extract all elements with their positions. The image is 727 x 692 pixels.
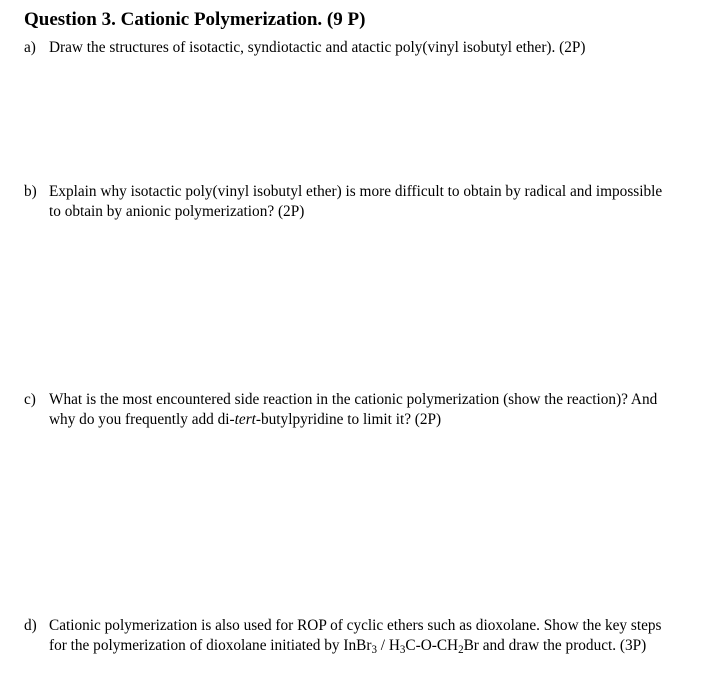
question-d-line-2-c: C-O-CH (405, 637, 459, 654)
question-b (24, 182, 719, 222)
question-c-line-1: What is the most encountered side reaction in the cationic polymerization (show the reaction)? And (49, 391, 658, 408)
question-c-letter: c) (24, 391, 36, 408)
question-a-text (49, 38, 719, 58)
question-a (24, 38, 719, 58)
question-title: Question 3. Cationic Polymerization. (9 P) (24, 9, 366, 30)
question-d-line-2-b: / H (376, 637, 400, 654)
question-b-line-1: Explain why isotactic poly(vinyl isobutyl ether) is more difficult to obtain by radical and impossible (49, 183, 663, 200)
question-b-letter: b) (24, 183, 37, 200)
question-d-sub-2: 3 (399, 643, 406, 656)
question-c-line-2-pre: why do you frequently add di- (49, 411, 235, 428)
question-d-line-2 (49, 636, 719, 656)
question-c-text (49, 390, 719, 430)
question-c-line-2-italic: tert (234, 411, 256, 428)
question-a-line-1: Draw the structures of isotactic, syndiotactic and atactic poly(vinyl isobutyl ether). (2P) (49, 39, 586, 56)
question-a-letter: a) (24, 39, 36, 56)
question-d-sub-3: 2 (458, 643, 464, 656)
question-d-line-2-a: for the polymerization of dioxolane initiated by InBr (49, 637, 372, 654)
question-d-text (49, 616, 719, 656)
question-d-letter: d) (24, 617, 37, 634)
question-c-line-2-post: -butylpyridine to limit it? (2P) (255, 411, 442, 428)
question-d-sub-1: 3 (371, 643, 377, 656)
question-d-line-1: Cationic polymerization is also used for ROP of cyclic ethers such as dioxolane. Show the key steps (49, 617, 662, 634)
question-b-text (49, 182, 719, 222)
question-c (24, 390, 719, 430)
question-b-line-2: to obtain by anionic polymerization? (2P) (49, 203, 305, 220)
question-d-line-2-d: Br and draw the product. (3P) (463, 637, 647, 654)
question-d (24, 616, 719, 656)
question-c-line-2 (49, 410, 719, 430)
